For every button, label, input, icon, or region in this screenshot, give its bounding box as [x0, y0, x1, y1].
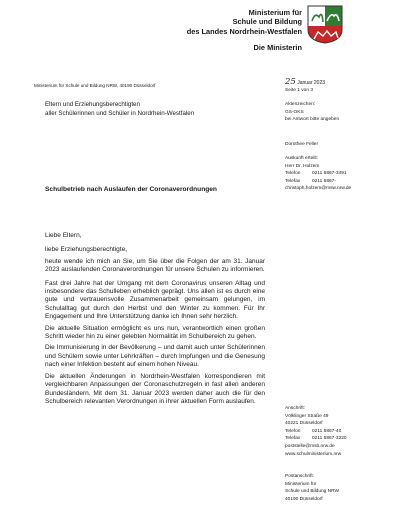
- anschrift-phone: [285, 428, 347, 436]
- body-paragraph-2: Fast drei Jahre hat der Umgang mit dem Coronavirus unseren Alltag und insbesondere das Schulleben erheblich geprägt. Uns allen ist es durch eine gute und vertrauensvolle Zusammenarbeit gemeinsam gelungen, im Schulalltag gut durch den Herbst und den Winter zu kommen. Für Ihr Engagement und Ihre Unterstützung danke ich Ihnen sehr herzlich.: [45, 279, 265, 321]
- auskunft-name: Herr Dr. Holzem: [285, 163, 320, 169]
- anschrift-fax: [285, 435, 347, 443]
- date-day-handwritten: 25: [285, 77, 296, 87]
- postanschrift-block: [285, 473, 339, 503]
- salutation-1: Liebe Eltern,: [45, 232, 82, 239]
- contact-fax: [285, 178, 351, 186]
- salutation-2: liebe Erziehungsberechtigte,: [45, 246, 128, 254]
- letter-subject: Schulbetrieb nach Auslaufen der Coronaverordnungen: [45, 186, 217, 193]
- ministry-name-line-1: Ministerium für: [248, 8, 302, 17]
- aktenzeichen-value: GS-OKS: [285, 109, 304, 115]
- recipient-line-2: aller Schülerinnen und Schüler in Nordrhein-Westfalen: [45, 110, 195, 118]
- ministry-name-line-3: des Landes Nordrhein-Westfalen: [186, 26, 302, 36]
- postanschrift-line-3: 40190 Düsseldorf: [285, 496, 323, 502]
- postanschrift-line-2: Schule und Bildung NRW: [285, 489, 340, 495]
- ministry-role: Die Ministerin: [253, 43, 302, 53]
- date-month-year: Januar 2023: [297, 80, 326, 86]
- ministry-name-line-2: Schule und Bildung: [232, 17, 302, 27]
- postanschrift-line-1: Ministerium für: [285, 481, 317, 487]
- contact-fax-label: Telefax: [285, 178, 301, 184]
- contact-block: [285, 155, 351, 193]
- signatory-name: Dorothee Feller: [285, 142, 319, 147]
- body-paragraph-3: Die aktuelle Situation ermöglicht es uns nun, verantwortlich einen großen Schritt wieder hin zu einer gelebten Normalität im Schulbereich zu gehen.: [45, 324, 265, 341]
- contact-phone-value: 0211 5867-3491: [312, 171, 347, 177]
- anschrift-fax-label: Telefax: [285, 436, 301, 442]
- postanschrift-label: Postanschrift:: [285, 474, 315, 479]
- body-paragraph-1: heute wende ich mich an Sie, um Sie über die Folgen der am 31. Januar 2023 auslaufenden Coronaverordnungen für unsere Schulen zu informieren.: [45, 257, 265, 274]
- anschrift-phone-label: Telefon: [285, 428, 301, 434]
- letterhead: [0, 8, 302, 53]
- page-number: Seite 1 von 3: [285, 88, 314, 93]
- recipient-address: [45, 100, 194, 119]
- anschrift-street: Völklinger Straße 49: [285, 413, 329, 419]
- recipient-line-1: Eltern und Erziehungsberechtigten: [45, 101, 140, 108]
- contact-phone-label: Telefon: [285, 171, 301, 177]
- aktenzeichen-note: bei Antwort bitte angeben: [285, 117, 340, 123]
- letter-body: [45, 232, 265, 409]
- auskunft-label: Auskunft erteilt:: [285, 156, 319, 161]
- anschrift-fax-value: 0211 5867-3220: [312, 436, 347, 442]
- contact-email: christoph.holzem@msw.nrw.de: [285, 186, 352, 192]
- aktenzeichen-label: Aktenzeichen:: [285, 102, 316, 107]
- letter-date: [285, 77, 325, 87]
- body-paragraph-5: Die aktuellen Änderungen in Nordrhein-Westfalen korrespondieren mit vergleichbaren Anpassungen der Coronaschutzregeln in fast allen anderen Bundesländern. Mit dem 31. Januar 2023 werden daher auch die für den Schulbereich relevanten Verordnungen in ihrer aktuellen Form auslaufen.: [45, 372, 265, 405]
- contact-phone: [285, 170, 351, 178]
- anschrift-block: [285, 405, 347, 458]
- anschrift-email: poststelle@msb.nrw.de: [285, 443, 335, 449]
- anschrift-city: 40221 Düsseldorf: [285, 421, 323, 427]
- sender-line: Ministerium für Schule und Bildung NRW, 40190 Düsseldorf: [34, 83, 156, 88]
- anschrift-phone-value: 0211 5867-40: [312, 428, 342, 434]
- contact-fax-value: 0211 5867-: [312, 178, 336, 184]
- body-paragraph-4: Die Immunisierung in der Bevölkerung – und damit auch unter Schülerinnen und Schülern sowie unter Lehrkräften – durch Impfungen und die Genesung nach einer Infektion besteht auf einem hohen Niveau.: [45, 344, 265, 369]
- reference-block: [285, 101, 339, 124]
- anschrift-web: www.schulministerium.nrw: [285, 451, 342, 457]
- nrw-coat-of-arms-icon: [306, 4, 344, 44]
- anschrift-label: Anschrift:: [285, 406, 305, 411]
